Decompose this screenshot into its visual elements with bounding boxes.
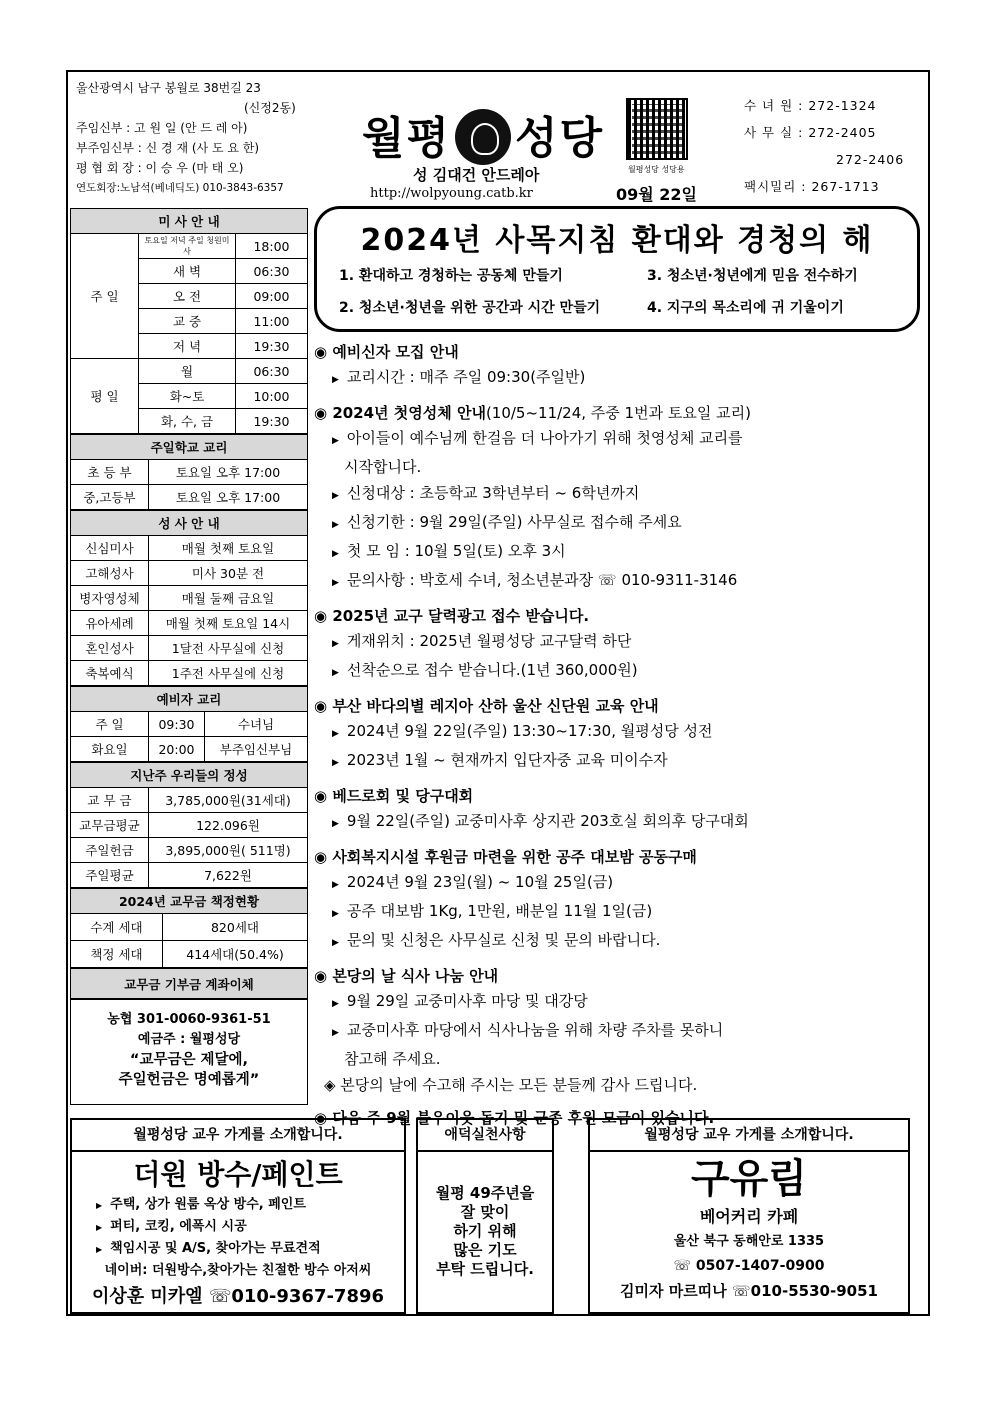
- mass-name: 새 벽: [139, 259, 236, 284]
- table-cell: 책정 세대: [71, 941, 163, 968]
- bullet-icon: ◉: [314, 1109, 333, 1127]
- table-cell: 주일헌금: [71, 838, 149, 863]
- section-heading: 교무금 기부금 계좌이체: [71, 969, 308, 999]
- section-heading: 성 사 안 내: [71, 511, 308, 536]
- contact-numbers: [744, 92, 904, 200]
- bank-heading-table: [70, 968, 308, 999]
- address-line: (신정2동): [244, 101, 296, 115]
- arrow-icon: ▶: [332, 549, 339, 559]
- mass-time: 19:30: [236, 334, 308, 359]
- table-cell: 1주전 사무실에 신청: [149, 661, 308, 686]
- bulletin-title: [362, 102, 604, 169]
- notice-item: 신청기한 : 9월 29일(주일) 사무실로 접수해 주세요: [346, 513, 682, 531]
- shop-contact: 이상훈 미카엘 ☏010-9367-7896: [91, 1286, 385, 1307]
- table-cell: 토요일 오후 17:00: [149, 485, 308, 510]
- issue-date: 09월 22일: [616, 185, 698, 204]
- parish-shop-ad-right: [588, 1118, 910, 1314]
- shop-contact: 김미자 마르띠나 ☏010-5530-9051: [620, 1282, 878, 1300]
- contact-line: 팩시밀리 : 267-1713: [744, 179, 880, 194]
- motto-goal: 4. 지구의 목소리에 귀 기울이기: [647, 300, 844, 316]
- notice-item: 교중미사후 마당에서 식사나눔을 위해 차량 주차를 못하니: [346, 1021, 724, 1039]
- charity-line: 월평 49주년을: [435, 1184, 535, 1202]
- left-column: [70, 208, 308, 1105]
- table-cell: 수녀님: [205, 712, 308, 737]
- patron-saint: 성 김대건 안드레아: [413, 166, 540, 184]
- arrow-icon: ▶: [332, 491, 339, 501]
- section-heading: 2024년 교무금 책정현황: [71, 889, 308, 914]
- table-cell: 122.096원: [149, 813, 308, 838]
- contact-line: 272-2406: [836, 152, 905, 167]
- account-holder: 예금주 : 월평성당: [137, 1032, 241, 1047]
- notice-title: 다음 주 9월 불우이웃 돕기 및 군종 후원 모금이 있습니다.: [332, 1109, 715, 1127]
- arrow-icon: ▶: [332, 938, 339, 948]
- table-cell: 09:30: [149, 712, 205, 737]
- notice: [314, 401, 920, 596]
- table-cell: 혼인성사: [71, 636, 149, 661]
- arrow-icon: ▶: [332, 999, 339, 1009]
- mass-name: 화, 수, 금: [139, 409, 236, 434]
- offering-table: [70, 762, 308, 888]
- bullet-icon: ◉: [314, 967, 333, 985]
- staff-line: 연도회장:노남석(베네딕도) 010-3843-6357: [76, 182, 284, 194]
- shop-name: 구유림: [691, 1156, 807, 1202]
- motto-goal: 1. 환대하고 경청하는 공동체 만들기: [339, 268, 563, 284]
- mass-name: 토요일 저녁 주일 청원미사: [139, 234, 236, 259]
- mass-name: 화~토: [139, 384, 236, 409]
- notice-title: 2025년 교구 달력광고 접수 받습니다.: [332, 607, 590, 625]
- bullet-icon: ◉: [314, 404, 333, 422]
- mass-name: 저 녁: [139, 334, 236, 359]
- arrow-icon: ▶: [96, 1201, 103, 1210]
- arrow-icon: ▶: [332, 375, 339, 385]
- bank-account: 농협 301-0060-9361-51: [107, 1012, 271, 1027]
- arrow-icon: ▶: [332, 520, 339, 530]
- mass-time: 11:00: [236, 309, 308, 334]
- mass-time: 09:00: [236, 284, 308, 309]
- parish-shop-ad-left: [70, 1118, 406, 1314]
- shop-naver: 네이버: 더원방수,찾아가는 친절한 방수 아저씨: [104, 1263, 372, 1278]
- table-cell: 820세대: [163, 914, 308, 941]
- arrow-icon: ▶: [332, 909, 339, 919]
- arrow-icon: ▶: [332, 668, 339, 678]
- ad-caption: 월평성당 교우 가게를 소개합니다.: [590, 1120, 908, 1152]
- section-heading: 주일학교 교리: [71, 435, 308, 460]
- notice-title: 본당의 날 식사 나눔 안내: [332, 967, 499, 985]
- bullet-icon: ◉: [314, 343, 333, 361]
- qr-label: 월평성당 성당용: [628, 165, 685, 174]
- notice-item: 참고해 주세요.: [344, 1050, 441, 1068]
- motto-goal: 2. 청소년·청년을 위한 공간과 시간 만들기: [339, 300, 601, 316]
- bullet-icon: ◉: [314, 848, 333, 866]
- table-cell: 주 일: [71, 712, 149, 737]
- bullet-icon: ◉: [314, 607, 333, 625]
- table-cell: 신심미사: [71, 536, 149, 561]
- mass-name: 교 중: [139, 309, 236, 334]
- church-logo-icon: [455, 109, 511, 165]
- table-cell: 토요일 오후 17:00: [149, 460, 308, 485]
- table-cell: 주일평균: [71, 863, 149, 888]
- table-cell: 교무금평균: [71, 813, 149, 838]
- section-heading: 지난주 우리들의 정성: [71, 763, 308, 788]
- shop-address: 울산 북구 동해안로 1335: [673, 1234, 825, 1249]
- shop-service: 주택, 상가 원룸 옥상 방수, 페인트: [110, 1197, 306, 1212]
- table-cell: 1달전 사무실에 신청: [149, 636, 308, 661]
- notice-item: 게재위치 : 2025년 월평성당 교구달력 하단: [346, 632, 632, 650]
- table-cell: 미사 30분 전: [149, 561, 308, 586]
- notice: [314, 340, 920, 393]
- section-heading: 미 사 안 내: [71, 209, 308, 234]
- notice-item: 2024년 9월 22일(주일) 13:30~17:30, 월평성당 성전: [346, 722, 713, 740]
- mass-time: 19:30: [236, 409, 308, 434]
- shop-service: 퍼티, 코킹, 에폭시 시공: [110, 1219, 247, 1234]
- notice-item: 시작합니다.: [344, 458, 422, 476]
- notice-item: 문의사항 : 박호세 수녀, 청소년분과장 ☏ 010-9311-3146: [346, 571, 738, 589]
- shop-phone: ☏ 0507-1407-0900: [673, 1258, 825, 1274]
- notice: [314, 694, 920, 776]
- staff-line: 주임신부 : 고 원 일 (안 드 레 아): [76, 121, 248, 135]
- table-cell: 매월 첫째 토요일: [149, 536, 308, 561]
- arrow-icon: ▶: [332, 436, 339, 446]
- header: [68, 72, 928, 204]
- mass-time: 10:00: [236, 384, 308, 409]
- dues-table: [70, 888, 308, 968]
- table-cell: 화요일: [71, 737, 149, 762]
- notice-note: (10/5~11/24, 주중 1번과 토요일 교리): [485, 404, 751, 422]
- table-cell: 교 무 금: [71, 788, 149, 813]
- mass-name: 오 전: [139, 284, 236, 309]
- notice-title: 베드로회 및 당구대회: [332, 787, 474, 805]
- charity-line: 많은 기도: [453, 1241, 517, 1259]
- arrow-icon: ▶: [332, 578, 339, 588]
- motto-title: 2024년 사목지침 환대와 경청의 해: [360, 223, 874, 258]
- table-cell: 3,895,000원( 511명): [149, 838, 308, 863]
- sunday-school-table: [70, 434, 308, 510]
- table-cell: 매월 둘째 금요일: [149, 586, 308, 611]
- arrow-icon: ▶: [96, 1245, 103, 1254]
- table-cell: 3,785,000원(31세대): [149, 788, 308, 813]
- notice-item: 9월 22일(주일) 교중미사후 상지관 203호실 회의후 당구대회: [346, 812, 749, 830]
- table-cell: 축복예식: [71, 661, 149, 686]
- table-cell: 414세대(50.4%): [163, 941, 308, 968]
- ad-caption: 월평성당 교우 가게를 소개합니다.: [72, 1120, 404, 1152]
- table-cell: 고해성사: [71, 561, 149, 586]
- notice-title: 예비신자 모집 안내: [332, 343, 459, 361]
- notice-item: ◈ 본당의 날에 수고해 주시는 모든 분들께 감사 드립니다.: [324, 1076, 698, 1094]
- notice-item: 아이들이 예수님께 한걸음 더 나아가기 위해 첫영성체 교리를: [346, 429, 743, 447]
- table-cell: 병자영성체: [71, 586, 149, 611]
- notice-item: 첫 모 임 : 10월 5일(토) 오후 3시: [346, 542, 566, 560]
- table-cell: 중,고등부: [71, 485, 149, 510]
- title-left: 월평: [362, 113, 452, 164]
- notice: [314, 784, 920, 837]
- notice: [314, 845, 920, 956]
- charity-line: 잘 맞이: [460, 1203, 510, 1221]
- church-info: [76, 78, 326, 198]
- offering-quote: 주일헌금은 명예롭게”: [118, 1072, 260, 1088]
- section-heading: 예비자 교리: [71, 687, 308, 712]
- table-cell: 매월 첫째 토요일 14시: [149, 611, 308, 636]
- notice-item: 2023년 1월 ~ 현재까지 입단자중 교육 미이수자: [346, 751, 668, 769]
- table-cell: 수계 세대: [71, 914, 163, 941]
- notice-title: 사회복지시설 후원금 마련을 위한 공주 대보밤 공동구매: [332, 848, 697, 866]
- arrow-icon: ▶: [332, 880, 339, 890]
- notice-item: 선착순으로 접수 받습니다.(1년 360,000원): [346, 661, 638, 679]
- table-cell: 20:00: [149, 737, 205, 762]
- shop-type: 베어커리 카페: [699, 1207, 799, 1226]
- contact-line: 수 녀 원 : 272-1324: [744, 98, 877, 113]
- charity-box: [416, 1118, 554, 1314]
- staff-line: 평 협 회 장 : 이 승 우 (마 태 오): [76, 161, 244, 175]
- notice-item: 문의 및 신청은 사무실로 신청 및 문의 바랍니다.: [346, 931, 661, 949]
- notice: [314, 964, 920, 1098]
- shop-service: 책임시공 및 A/S, 찾아가는 무료견적: [110, 1241, 321, 1256]
- motto-goal: 3. 청소년·청년에게 믿음 전수하기: [647, 268, 858, 284]
- notice-item: 9월 29일 교중미사후 마당 및 대강당: [346, 992, 588, 1010]
- weekday-label: 평 일: [71, 359, 139, 434]
- mass-name: 월: [139, 359, 236, 384]
- offering-quote: “교무금은 제달에,: [129, 1052, 249, 1068]
- sacraments-table: [70, 510, 308, 686]
- bullet-icon: ◉: [314, 787, 333, 805]
- charity-line: 부탁 드립니다.: [436, 1260, 534, 1278]
- shop-name: 더원 방수/페인트: [133, 1158, 343, 1191]
- arrow-icon: ▶: [332, 729, 339, 739]
- notice-title: 부산 바다의별 레지아 산하 울산 신단원 교육 안내: [332, 697, 659, 715]
- table-cell: 7,622원: [149, 863, 308, 888]
- sunday-label: 주 일: [71, 234, 139, 359]
- bank-transfer-box: [70, 999, 308, 1105]
- right-column: [314, 206, 920, 1130]
- arrow-icon: ▶: [332, 639, 339, 649]
- arrow-icon: ▶: [332, 1028, 339, 1038]
- notice-item: 공주 대보밤 1Kg, 1만원, 배분일 11월 1일(금): [346, 902, 653, 920]
- charity-caption: 애덕실천사항: [418, 1120, 552, 1152]
- notice-item: 2024년 9월 23일(월) ~ 10월 25일(금): [346, 873, 614, 891]
- table-cell: 유아세례: [71, 611, 149, 636]
- table-cell: 부주임신부님: [205, 737, 308, 762]
- qr-code-icon: [626, 98, 688, 160]
- website-link[interactable]: http://wolpyoung.catb.kr: [370, 186, 533, 201]
- arrow-icon: ▶: [332, 819, 339, 829]
- contact-line: 사 무 실 : 272-2405: [744, 125, 877, 140]
- notice-title: 2024년 첫영성체 안내: [332, 404, 486, 422]
- mass-schedule-table: [70, 208, 308, 434]
- arrow-icon: ▶: [96, 1223, 103, 1232]
- catechumen-table: [70, 686, 308, 762]
- charity-line: 하기 위해: [453, 1222, 517, 1240]
- mass-time: 06:30: [236, 359, 308, 384]
- mass-time: 18:00: [236, 234, 308, 259]
- bulletin-frame: [66, 70, 930, 1316]
- notice-item: 신청대상 : 초등학교 3학년부터 ~ 6학년까지: [346, 484, 640, 502]
- mass-time: 06:30: [236, 259, 308, 284]
- notice-item: 교리시간 : 매주 주일 09:30(주일반): [346, 368, 586, 386]
- address-line: 울산광역시 남구 봉월로 38번길 23: [76, 81, 261, 95]
- arrow-icon: ▶: [332, 758, 339, 768]
- staff-line: 부주임신부 : 신 경 재 (사 도 요 한): [76, 141, 260, 155]
- title-right: 성당: [515, 113, 605, 164]
- notice: [314, 604, 920, 686]
- bullet-icon: ◉: [314, 697, 333, 715]
- pastoral-motto-box: [314, 206, 920, 332]
- table-cell: 초 등 부: [71, 460, 149, 485]
